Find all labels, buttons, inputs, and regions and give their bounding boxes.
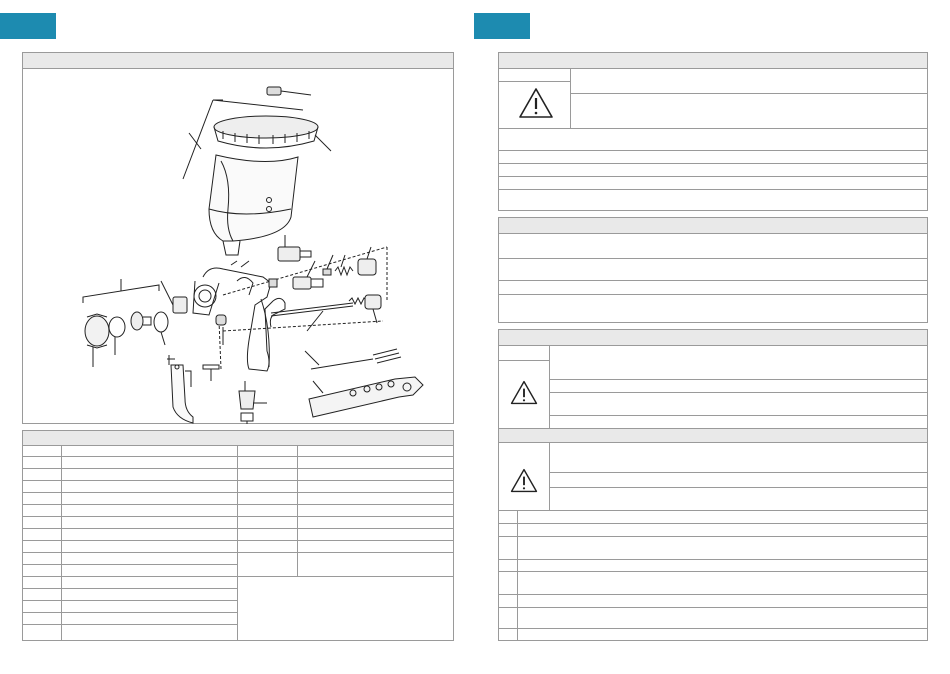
maintenance-subheader — [499, 429, 927, 443]
fluid-nozzle — [131, 312, 151, 330]
maintenance-header — [499, 330, 927, 346]
left-section-tab — [0, 13, 56, 39]
o-ring — [154, 312, 168, 345]
warning-triangle-icon — [518, 87, 554, 119]
pattern-adjuster — [278, 235, 311, 261]
baffle — [216, 315, 226, 345]
parts-list-header — [23, 431, 453, 446]
specifications-header — [499, 53, 927, 69]
exploded-view-panel-header — [23, 53, 453, 69]
specifications-panel — [498, 52, 928, 211]
air-valve — [293, 261, 323, 289]
right-section-tab — [474, 13, 530, 39]
operation-header — [499, 218, 927, 234]
operation-panel — [498, 217, 928, 323]
spray-gun-diagram — [23, 69, 453, 424]
trigger — [171, 365, 193, 423]
warning-triangle-icon-1 — [510, 380, 538, 405]
seal-ring — [109, 317, 125, 355]
exploded-view-panel — [22, 52, 454, 424]
air-inlet — [239, 381, 267, 424]
needle-seal — [269, 279, 277, 287]
maintenance-panel — [498, 329, 928, 641]
cup-lid — [214, 116, 331, 151]
adapter-nut — [161, 281, 187, 313]
fluid-needle — [271, 295, 381, 331]
warning-triangle-icon-2 — [510, 468, 538, 493]
cleaning-brush — [305, 349, 401, 369]
air-cap — [85, 314, 109, 367]
parts-list-table — [22, 430, 454, 641]
spanner-tool — [309, 377, 423, 417]
cup-lid-plug — [267, 87, 311, 95]
